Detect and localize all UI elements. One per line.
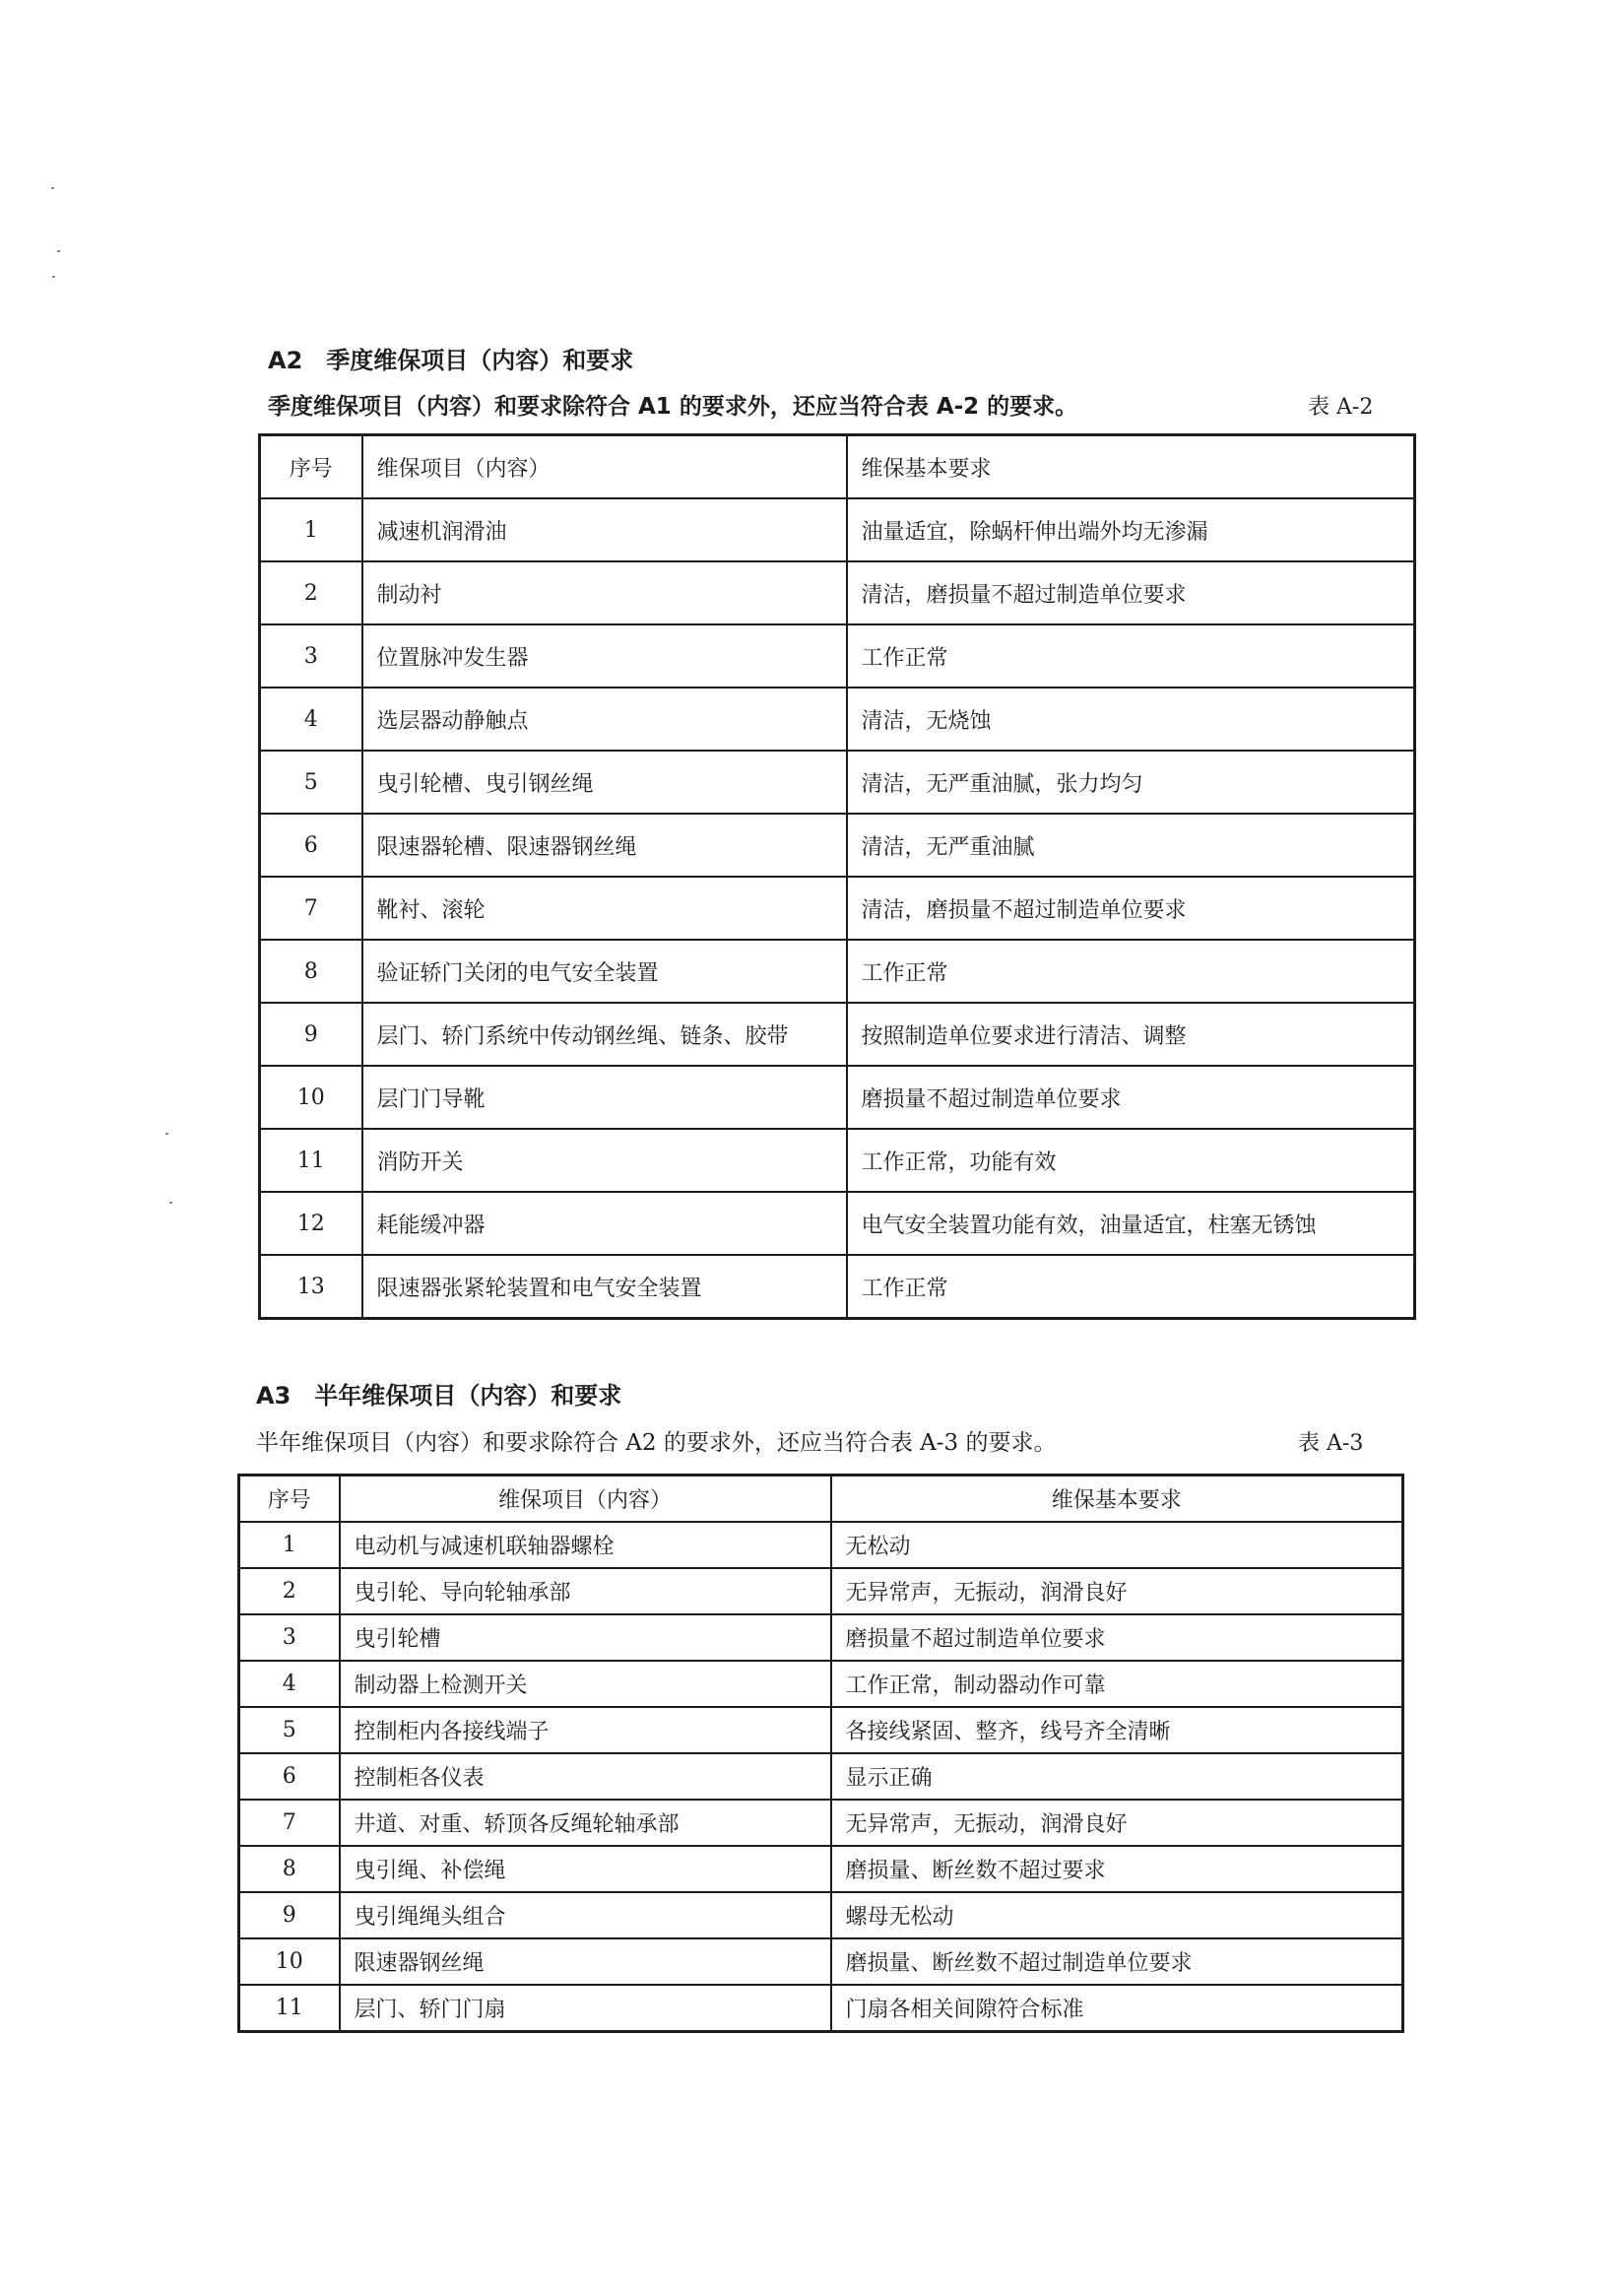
table-row bbox=[239, 1892, 1403, 1938]
cell-number: 8 bbox=[260, 940, 362, 1003]
cell-number: 2 bbox=[260, 561, 362, 624]
cell-item: 层门、轿门门扇 bbox=[340, 1985, 831, 2032]
cell-item: 消防开关 bbox=[362, 1129, 847, 1192]
cell-item: 限速器张紧轮装置和电气安全装置 bbox=[362, 1255, 847, 1319]
cell-requirement: 按照制造单位要求进行清洁、调整 bbox=[847, 1003, 1415, 1066]
column-header-number: 序号 bbox=[260, 435, 362, 499]
column-header-requirement: 维保基本要求 bbox=[847, 435, 1415, 499]
cell-number: 7 bbox=[260, 877, 362, 940]
table-row bbox=[239, 1938, 1403, 1985]
cell-number: 2 bbox=[239, 1568, 340, 1614]
cell-number: 10 bbox=[239, 1938, 340, 1985]
table-row bbox=[260, 1192, 1415, 1255]
table-row bbox=[260, 624, 1415, 688]
table-row bbox=[260, 688, 1415, 751]
cell-number: 11 bbox=[239, 1985, 340, 2032]
table-a2 bbox=[258, 433, 1416, 1320]
section-a3-intro: 半年维保项目（内容）和要求除符合 A2 的要求外，还应当符合表 A-3 的要求。 bbox=[256, 1430, 1057, 1456]
cell-item: 耗能缓冲器 bbox=[362, 1192, 847, 1255]
column-header-requirement: 维保基本要求 bbox=[831, 1476, 1403, 1523]
cell-number: 10 bbox=[260, 1066, 362, 1129]
table-row bbox=[260, 877, 1415, 940]
table-row bbox=[260, 1003, 1415, 1066]
table-row bbox=[239, 1753, 1403, 1800]
table-row bbox=[260, 498, 1415, 561]
cell-requirement: 清洁，无严重油腻，张力均匀 bbox=[847, 751, 1415, 814]
table-row bbox=[239, 1707, 1403, 1753]
table-a3 bbox=[237, 1474, 1404, 2033]
section-a2-heading: A2 季度维保项目（内容）和要求 bbox=[268, 347, 634, 374]
cell-requirement: 无异常声，无振动，润滑良好 bbox=[831, 1800, 1403, 1846]
cell-requirement: 磨损量、断丝数不超过要求 bbox=[831, 1846, 1403, 1892]
section-a2-intro: 季度维保项目（内容）和要求除符合 A1 的要求外，还应当符合表 A-2 的要求。 bbox=[268, 394, 1078, 420]
cell-requirement: 显示正确 bbox=[831, 1753, 1403, 1800]
cell-item: 位置脉冲发生器 bbox=[362, 624, 847, 688]
cell-item: 验证轿门关闭的电气安全装置 bbox=[362, 940, 847, 1003]
table-row bbox=[239, 1661, 1403, 1707]
cell-number: 12 bbox=[260, 1192, 362, 1255]
cell-requirement: 磨损量不超过制造单位要求 bbox=[847, 1066, 1415, 1129]
cell-item: 曳引轮、导向轮轴承部 bbox=[340, 1568, 831, 1614]
table-a2-header-row bbox=[260, 435, 1415, 499]
cell-number: 1 bbox=[260, 498, 362, 561]
cell-requirement: 无松动 bbox=[831, 1522, 1403, 1568]
cell-number: 3 bbox=[260, 624, 362, 688]
cell-item: 限速器轮槽、限速器钢丝绳 bbox=[362, 814, 847, 877]
cell-requirement: 油量适宜，除蜗杆伸出端外均无渗漏 bbox=[847, 498, 1415, 561]
table-row bbox=[260, 1255, 1415, 1319]
table-a3-label: 表 A-3 bbox=[1298, 1431, 1364, 1456]
cell-requirement: 各接线紧固、整齐，线号齐全清晰 bbox=[831, 1707, 1403, 1753]
cell-item: 曳引轮槽、曳引钢丝绳 bbox=[362, 751, 847, 814]
cell-requirement: 螺母无松动 bbox=[831, 1892, 1403, 1938]
cell-requirement: 门扇各相关间隙符合标准 bbox=[831, 1985, 1403, 2032]
cell-number: 11 bbox=[260, 1129, 362, 1192]
table-row bbox=[239, 1985, 1403, 2032]
cell-item: 井道、对重、轿顶各反绳轮轴承部 bbox=[340, 1800, 831, 1846]
column-header-item: 维保项目（内容） bbox=[362, 435, 847, 499]
cell-requirement: 工作正常 bbox=[847, 940, 1415, 1003]
cell-requirement: 清洁，无烧蚀 bbox=[847, 688, 1415, 751]
cell-number: 9 bbox=[260, 1003, 362, 1066]
cell-item: 制动器上检测开关 bbox=[340, 1661, 831, 1707]
table-row bbox=[260, 814, 1415, 877]
section-a3-heading: A3 半年维保项目（内容）和要求 bbox=[256, 1382, 622, 1410]
cell-number: 1 bbox=[239, 1522, 340, 1568]
cell-requirement: 工作正常，功能有效 bbox=[847, 1129, 1415, 1192]
cell-number: 13 bbox=[260, 1255, 362, 1319]
table-row bbox=[239, 1568, 1403, 1614]
cell-item: 层门门导靴 bbox=[362, 1066, 847, 1129]
cell-requirement: 磨损量、断丝数不超过制造单位要求 bbox=[831, 1938, 1403, 1985]
cell-number: 5 bbox=[239, 1707, 340, 1753]
table-a2-label: 表 A-2 bbox=[1308, 395, 1374, 420]
cell-item: 曳引绳绳头组合 bbox=[340, 1892, 831, 1938]
cell-item: 电动机与减速机联轴器螺栓 bbox=[340, 1522, 831, 1568]
cell-requirement: 工作正常 bbox=[847, 1255, 1415, 1319]
table-row bbox=[260, 940, 1415, 1003]
cell-item: 曳引绳、补偿绳 bbox=[340, 1846, 831, 1892]
cell-requirement: 工作正常 bbox=[847, 624, 1415, 688]
table-row bbox=[260, 561, 1415, 624]
column-header-number: 序号 bbox=[239, 1476, 340, 1523]
cell-requirement: 无异常声，无振动，润滑良好 bbox=[831, 1568, 1403, 1614]
cell-item: 层门、轿门系统中传动钢丝绳、链条、胶带 bbox=[362, 1003, 847, 1066]
table-row bbox=[260, 1129, 1415, 1192]
cell-item: 靴衬、滚轮 bbox=[362, 877, 847, 940]
cell-number: 8 bbox=[239, 1846, 340, 1892]
cell-number: 7 bbox=[239, 1800, 340, 1846]
table-row bbox=[239, 1614, 1403, 1661]
cell-item: 限速器钢丝绳 bbox=[340, 1938, 831, 1985]
table-a3-header-row bbox=[239, 1476, 1403, 1523]
cell-requirement: 清洁，磨损量不超过制造单位要求 bbox=[847, 877, 1415, 940]
cell-requirement: 清洁，磨损量不超过制造单位要求 bbox=[847, 561, 1415, 624]
cell-requirement: 工作正常，制动器动作可靠 bbox=[831, 1661, 1403, 1707]
cell-requirement: 清洁，无严重油腻 bbox=[847, 814, 1415, 877]
cell-number: 4 bbox=[260, 688, 362, 751]
table-row bbox=[260, 1066, 1415, 1129]
cell-number: 5 bbox=[260, 751, 362, 814]
cell-number: 3 bbox=[239, 1614, 340, 1661]
cell-requirement: 电气安全装置功能有效，油量适宜，柱塞无锈蚀 bbox=[847, 1192, 1415, 1255]
cell-number: 6 bbox=[260, 814, 362, 877]
column-header-item: 维保项目（内容） bbox=[340, 1476, 831, 1523]
table-row bbox=[239, 1800, 1403, 1846]
cell-item: 控制柜内各接线端子 bbox=[340, 1707, 831, 1753]
cell-item: 制动衬 bbox=[362, 561, 847, 624]
cell-item: 选层器动静触点 bbox=[362, 688, 847, 751]
table-row bbox=[239, 1846, 1403, 1892]
cell-number: 9 bbox=[239, 1892, 340, 1938]
cell-item: 减速机润滑油 bbox=[362, 498, 847, 561]
cell-number: 6 bbox=[239, 1753, 340, 1800]
table-row bbox=[239, 1522, 1403, 1568]
cell-requirement: 磨损量不超过制造单位要求 bbox=[831, 1614, 1403, 1661]
cell-number: 4 bbox=[239, 1661, 340, 1707]
cell-item: 曳引轮槽 bbox=[340, 1614, 831, 1661]
cell-item: 控制柜各仪表 bbox=[340, 1753, 831, 1800]
table-row bbox=[260, 751, 1415, 814]
